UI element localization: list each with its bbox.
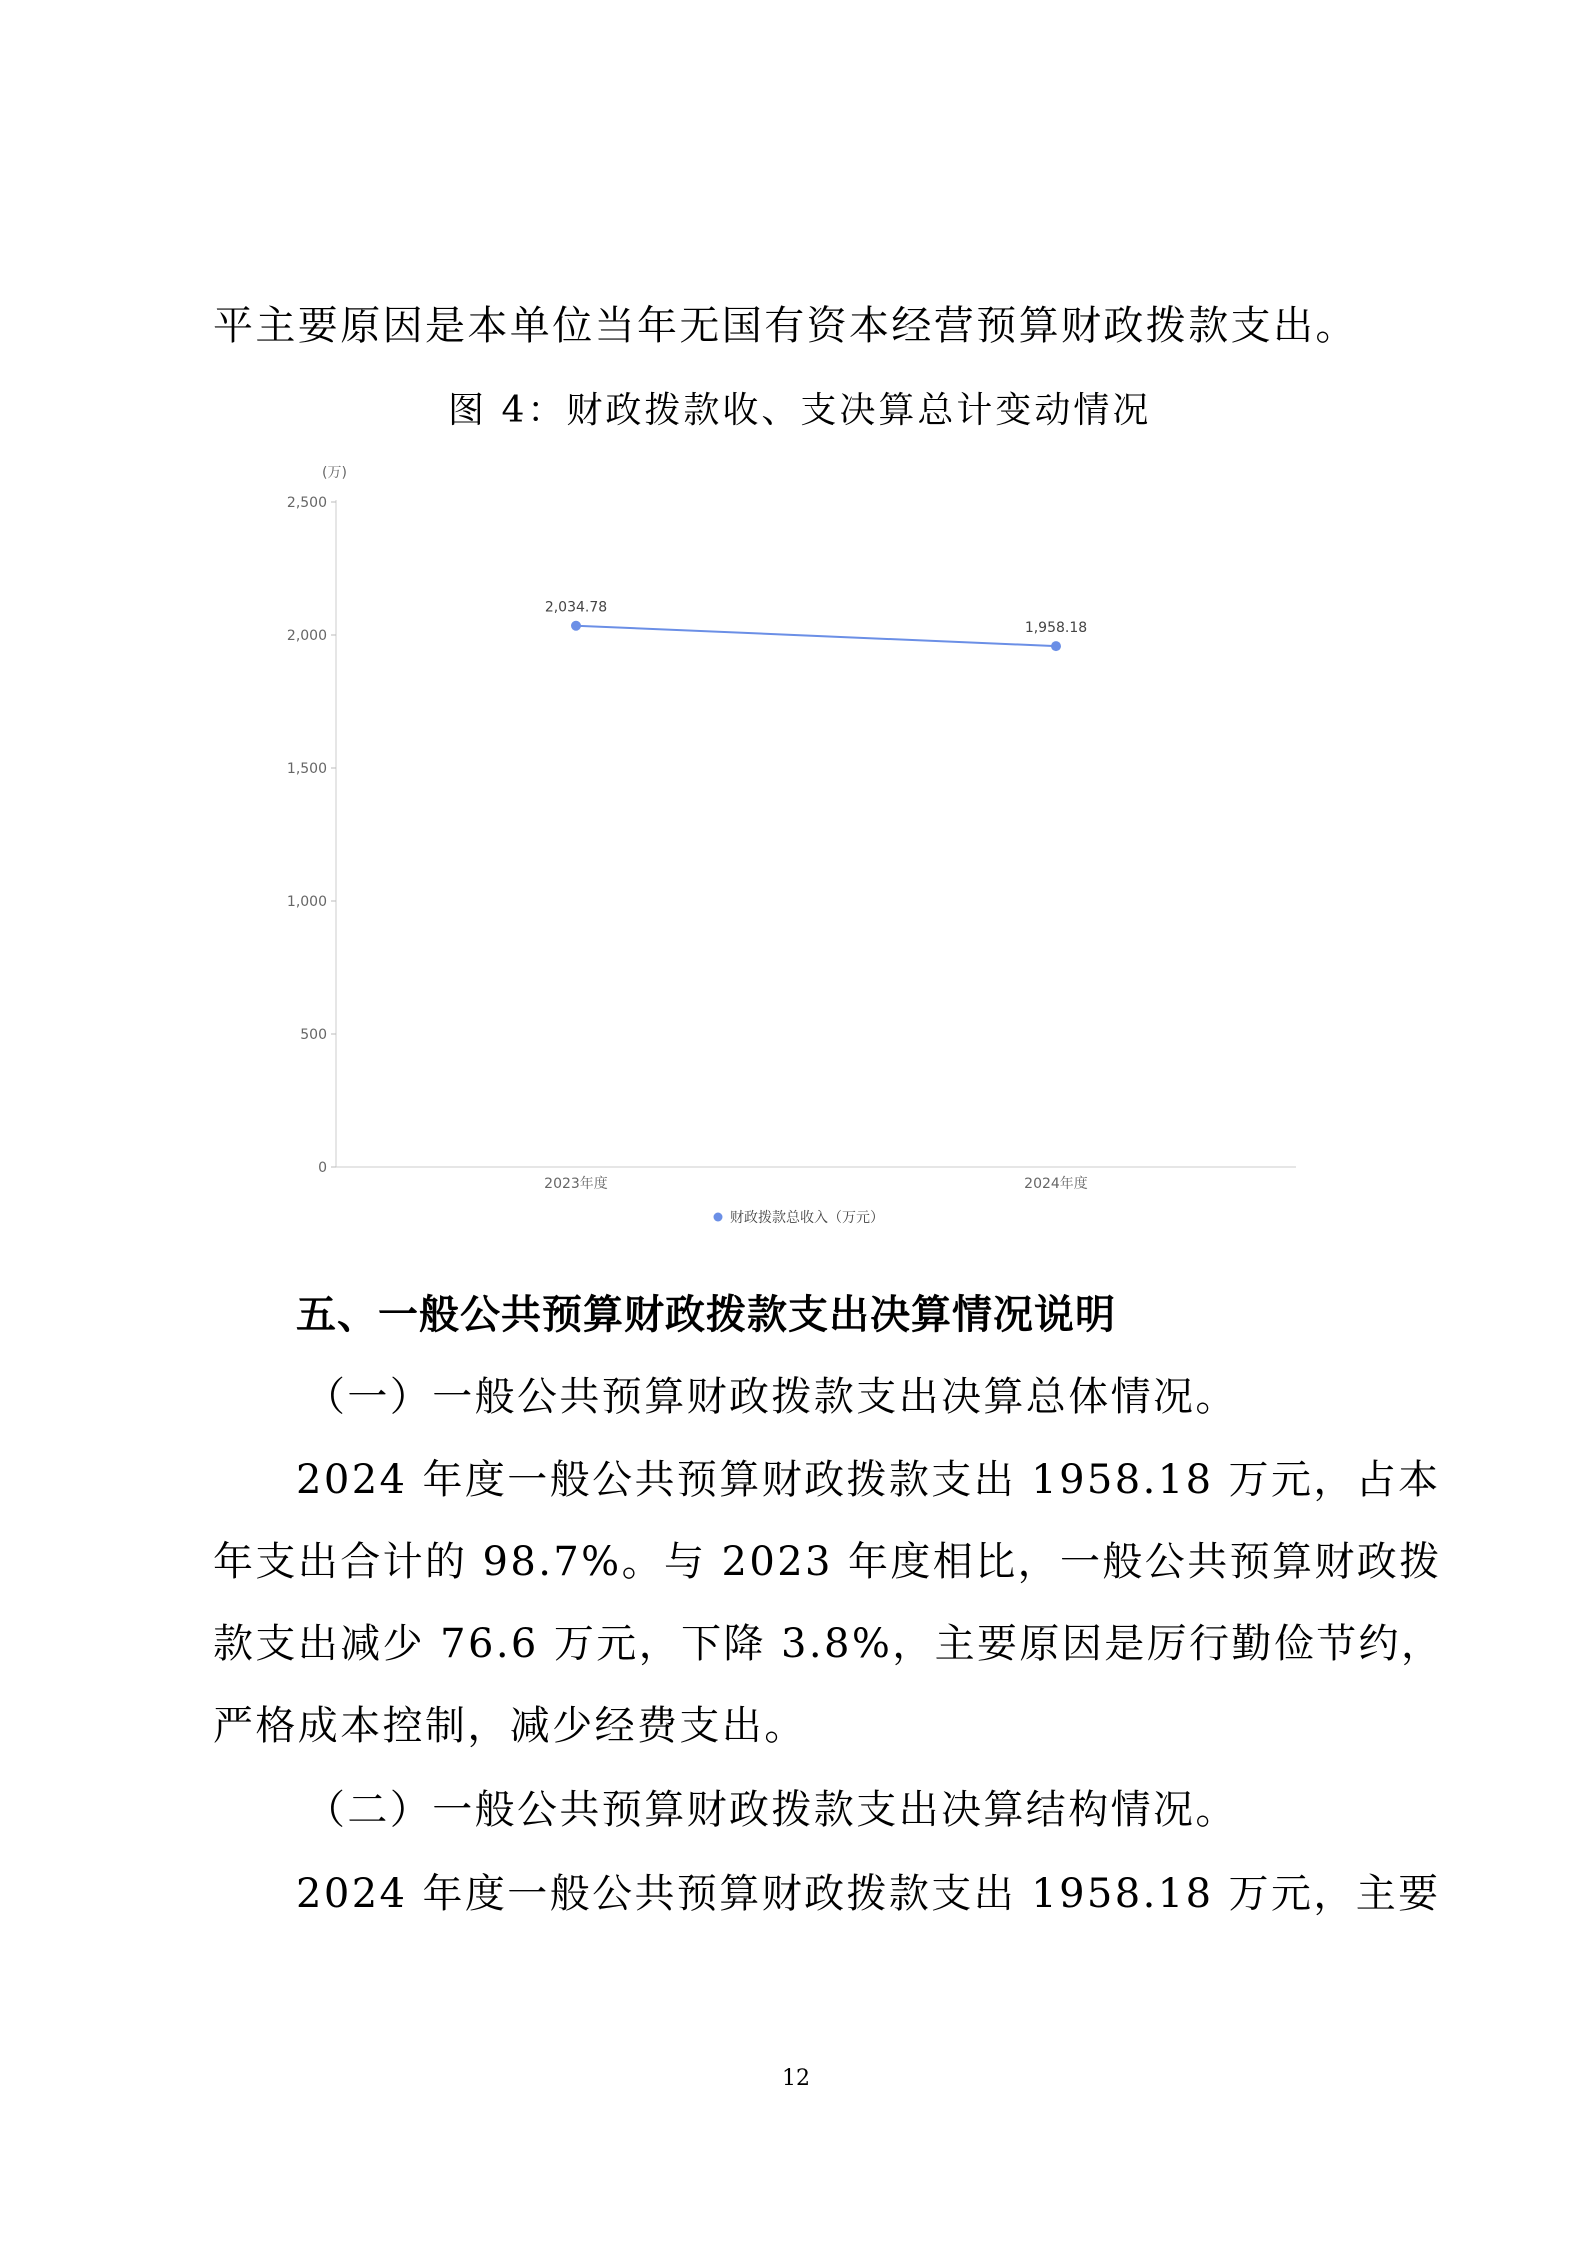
subsection-heading-2: （二）一般公共预算财政拨款支出决算结构情况。 (305, 1787, 1238, 1833)
figure-caption: 图 4：财政拨款收、支决算总计变动情况 (448, 390, 1152, 431)
x-tick-label: 2024年度 (1024, 1176, 1088, 1192)
legend-marker (714, 1213, 723, 1222)
y-unit-label: (万) (322, 465, 347, 481)
section-heading: 五、一般公共预算财政拨款支出决算情况说明 (296, 1292, 1116, 1338)
y-tick-label: 500 (300, 1027, 327, 1043)
y-tick-label: 1,000 (286, 894, 327, 910)
data-point (1051, 641, 1061, 651)
paragraph-top: 平主要原因是本单位当年无国有资本经营预算财政拨款支出。 (213, 303, 1358, 349)
data-label: 2,034.78 (544, 599, 608, 616)
data-point (571, 621, 581, 631)
series-line (576, 626, 1056, 646)
para1-line-4: 严格成本控制，减少经费支出。 (213, 1703, 807, 1749)
para2-line-1: 2024 年度一般公共预算财政拨款支出 1958.18 万元，主要 (296, 1871, 1441, 1917)
para1-line-3: 款支出减少 76.6 万元，下降 3.8%，主要原因是厉行勤俭节约， (213, 1621, 1444, 1667)
subsection-heading-1: （一）一般公共预算财政拨款支出决算总体情况。 (305, 1374, 1238, 1420)
y-tick-label: 2,500 (286, 495, 327, 511)
legend-label: 财政拨款总收入（万元） (730, 1210, 884, 1226)
y-tick-label: 0 (318, 1160, 327, 1176)
para1-line-1: 2024 年度一般公共预算财政拨款支出 1958.18 万元，占本 (296, 1457, 1441, 1503)
x-tick-label: 2023年度 (544, 1176, 608, 1192)
y-tick-label: 1,500 (286, 761, 327, 777)
line-chart (280, 455, 1310, 1255)
page-number: 12 (782, 2066, 810, 2091)
para1-line-2: 年支出合计的 98.7%。与 2023 年度相比，一般公共预算财政拨 (213, 1539, 1442, 1585)
data-label: 1,958.18 (1024, 620, 1088, 637)
y-tick-label: 2,000 (286, 628, 327, 644)
